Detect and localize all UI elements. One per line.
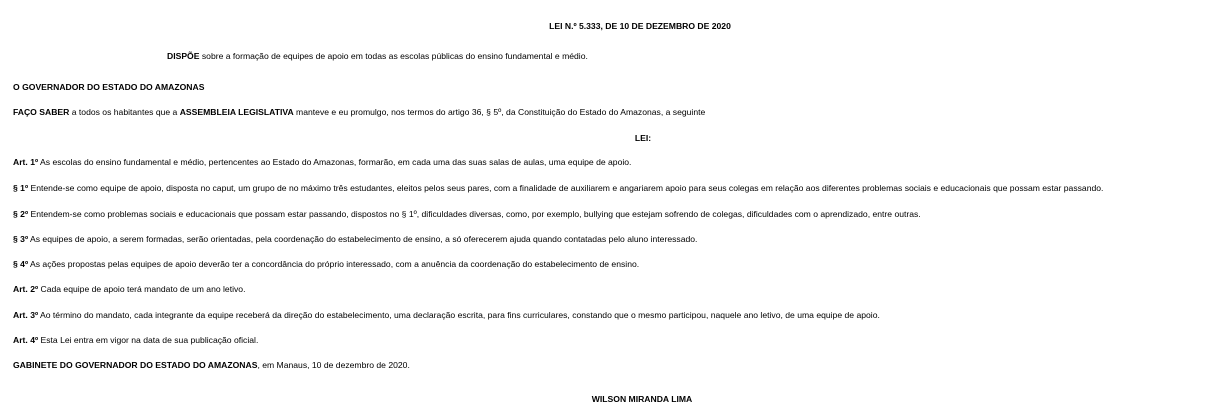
article-1-paragraph-2: [13, 209, 921, 220]
article-2: [13, 284, 245, 295]
law-summary: [167, 51, 588, 62]
summary-lead: DISPÕE: [167, 51, 200, 61]
article-label: Art. 2º: [13, 284, 39, 294]
article-label: Art. 4º: [13, 335, 39, 345]
article-label: § 3º: [13, 234, 29, 244]
article-label: Art. 1º: [13, 157, 39, 167]
article-text: Cada equipe de apoio terá mandato de um ano letivo.: [38, 284, 246, 294]
promulgation-lead: FAÇO SABER: [13, 107, 70, 117]
assembly-name: ASSEMBLEIA LEGISLATIVA: [179, 107, 294, 117]
article-text: Entende-se como equipe de apoio, disposta no caput, um grupo de no máximo três estudantes, eleitos pelos seus pares, com a finalidade de auxiliarem e angariarem apoio para seus colegas em relação aos diferentes problemas sociais e educacionais que possam estar passando.: [28, 183, 1104, 193]
article-label: Art. 3º: [13, 310, 39, 320]
article-label: § 2º: [13, 209, 29, 219]
article-label: § 4º: [13, 259, 29, 269]
article-3: [13, 310, 880, 321]
article-1-paragraph-4: [13, 259, 639, 270]
article-4: [13, 335, 258, 346]
article-text: As escolas do ensino fundamental e médio, pertencentes ao Estado do Amazonas, formarão, em cada uma das suas salas de aulas, uma equipe de apoio.: [38, 157, 632, 167]
promulgation-text-1: a todos os habitantes que a: [69, 107, 180, 117]
gabinete-lead: GABINETE DO GOVERNADOR DO ESTADO DO AMAZONAS: [13, 360, 258, 370]
article-1-paragraph-3: [13, 234, 697, 245]
promulgation-paragraph: [13, 107, 705, 118]
article-1: [13, 157, 631, 168]
law-title: LEI N.º 5.333, DE 10 DE DEZEMBRO DE 2020: [549, 21, 731, 31]
gabinete-line: [13, 360, 410, 371]
law-label: LEI:: [634, 133, 652, 143]
article-text: Esta Lei entra em vigor na data de sua publicação oficial.: [38, 335, 259, 345]
summary-text: sobre a formação de equipes de apoio em todas as escolas públicas do ensino fundamental e médio.: [199, 51, 588, 61]
gabinete-text: , em Manaus, 10 de dezembro de 2020.: [257, 360, 410, 370]
article-label: § 1º: [13, 183, 29, 193]
article-1-paragraph-1: [13, 183, 1103, 194]
article-text: Entendem-se como problemas sociais e educacionais que possam estar passando, dispostos no § 1º, dificuldades diversas, como, por exemplo, bullying que estejam sofrendo de colegas, dificuldades com o aprendizado, entre outras.: [28, 209, 921, 219]
article-text: Ao término do mandato, cada integrante da equipe receberá da direção do estabelecimento, uma declaração escrita, para fins curriculares, constando que o mesmo participou, naquele ano letivo, de uma equipe de apoio.: [38, 310, 880, 320]
promulgation-text-2: manteve e eu promulgo, nos termos do artigo 36, § 5º, da Constituição do Estado do Amazonas, a seguinte: [293, 107, 706, 117]
article-text: As equipes de apoio, a serem formadas, serão orientadas, pela coordenação do estabelecimento de ensino, a só oferecerem ajuda quando contatadas pelo aluno interessado.: [28, 234, 698, 244]
governor-heading: O GOVERNADOR DO ESTADO DO AMAZONAS: [13, 82, 205, 92]
signature-name: WILSON MIRANDA LIMA: [591, 394, 693, 404]
article-text: As ações propostas pelas equipes de apoio deverão ter a concordância do próprio interessado, com a anuência da coordenação do estabelecimento de ensino.: [28, 259, 640, 269]
